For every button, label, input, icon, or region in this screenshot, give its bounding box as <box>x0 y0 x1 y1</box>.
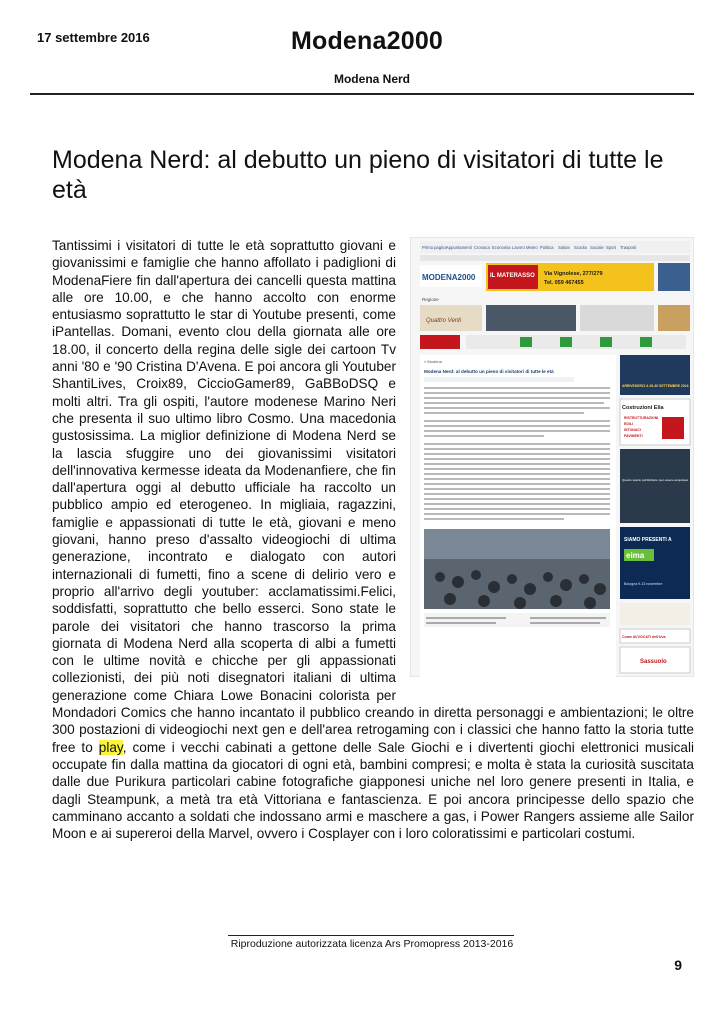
thumbnail-ad-costruzioni-line: INTONACI <box>624 428 641 432</box>
thumbnail-ad-fiera-name: eima <box>626 551 645 560</box>
thumbnail-nav-item: Sport <box>606 245 617 250</box>
thumbnail-ad-materasso: IL MATERASSO <box>490 273 535 279</box>
thumbnail-ad-fiera-place: Bologna 9-13 novembre <box>624 582 663 586</box>
thumbnail-ad-address: Via Vignolese, 277/279 <box>544 271 603 277</box>
thumbnail-ad-sassuolo: Sassuolo <box>640 659 667 665</box>
website-screenshot-image <box>410 237 694 677</box>
page-number: 9 <box>674 957 682 973</box>
thumbnail-ad-quattro-venti: Quattro Venti <box>426 318 462 324</box>
thumbnail-ad-costruzioni-line: RISTRUTTURAZIONI <box>624 416 659 420</box>
thumbnail-nav-item: Cronaca <box>474 245 490 250</box>
thumbnail-article-title: Modena Nerd: al debutto un pieno di visitatori di tutte le età <box>424 369 554 374</box>
publication-date: 17 settembre 2016 <box>37 30 150 45</box>
article-headline: Modena Nerd: al debutto un pieno di visitatori di tutte le età <box>52 146 664 204</box>
thumbnail-nav-item: Salute <box>558 245 570 250</box>
license-footer: Riproduzione autorizzata licenza Ars Promopress 2013-2016 <box>230 938 514 950</box>
publication-name: Modena2000 <box>290 27 444 55</box>
thumbnail-nav-item: Lavoro <box>512 245 525 250</box>
thumbnail-nav-item: Sociale <box>590 245 604 250</box>
thumbnail-nav-item: Prima pagina <box>422 245 447 250</box>
header-rule <box>30 93 694 95</box>
thumbnail-region-label: Regione <box>422 297 439 302</box>
thumbnail-ad-space: Questo spazio pubblicitario può essere acquistato <box>622 478 689 482</box>
thumbnail-ad-costruzioni: Costruzioni Elia <box>622 405 664 411</box>
thumbnail-breadcrumb: » Modena <box>424 359 442 364</box>
article-text-continued: , come i vecchi cabinati a gettone delle Sale Giochi e i divertenti giochi elettronici musicali occupate fin dalla mattina da giocatori di ogni età, bambini compresi; e molta è stata la curiosità suscitata dalle due Purikura particolari cabine fotografiche giapponesi uniche nel loro genere presenti in Italia, e dagli Steampunk, a metà tra età Vittoriana e fantascienza. E poi ancora principesse dello spazio che camminano accanto a soldati che indossano armi e maschere a gas, i Power Rangers assieme alle Sailor Moon e ai supereroi della Marvel, ovvero i Cosplayer con i loro coloratissimi e particolari costumi. <box>52 739 694 842</box>
highlighted-term: play <box>98 739 123 755</box>
thumbnail-ad-fiera: SIAMO PRESENTI A <box>624 537 672 543</box>
thumbnail-nav-item: Trasporti <box>620 245 637 250</box>
thumbnail-nav-item: Economia <box>492 245 511 250</box>
thumbnail-nav-item: Politica <box>540 245 554 250</box>
thumbnail-nav-item: Meteo <box>526 245 538 250</box>
thumbnail-ad-costruzioni-line: PAVIMENTI <box>624 434 643 438</box>
thumbnail-ad-avvocati: Come AVVOCATI dell'Uva <box>622 635 666 639</box>
thumbnail-ad-phone: Tel. 059 467455 <box>544 280 584 286</box>
thumbnail-nav-item: Appuntamenti <box>446 245 472 250</box>
thumbnail-site-logo: MODENA2000 <box>422 273 476 282</box>
section-name: Modena Nerd <box>333 72 410 86</box>
article-body <box>52 237 694 842</box>
article-text: Tantissimi i visitatori di tutte le età soprattutto giovani e giovanissimi e famiglie che hanno affollato i padiglioni di ModenaFiere fin dall'apertura dei cancelli questa mattina alle ore 10.00, e che hanno accolto con enorme entusiasmo soprattutto le star di Youtube presenti, come iPantellas. Domani, evento clou della giornata alle ore 18.00, il concerto della regina delle sigle dei cartoon Tv anni '80 e '90 Cristina D'Avena. E poi ancora gli Youtuber ShantiLives, Croix89, CiccioGamer89, GaBBoDSQ e molti altri. Tra gli ospiti, l'autore modenese Marino Neri che presenta il suo ultimo libro Cosmo. Una macedonia gustosissima. La miglior definizione di Modena Nerd se la lascia sfuggire uno dei giovanissimi visitatori dell'innovativa kermesse ideata da Modenanfiere, che fin dall'apertura oggi al debutto ufficiale ha raccolto un pubblico ampio ed eterogeneo. In migliaia, ragazzini, famiglie e appassionati di tutte le età, giovani e meno giovani, hanno preso d'assalto videogiochi di ultima generazione, incontrato e dialogato con autori internazionali di fumetti, fino a scene di delirio vero e proprio all'arrivo degli youtuber: acclamatissimi.Felici, soddisfatti, soprattutto che bello esserci. Sono state le parole dei visitatori che hanno trascorso la prima giornata di Modena Nerd alla scoperta di albi a fumetti con le ultime novità e chicche per gli appassionati collezionisti, dei più noti disegnatori italiani di ultima generazione come Chiara Lowe Bonacini colorista per Mondadori Comics che hanno incantato il pubblico creando in diretta personaggi e ambientazioni; le oltre 300 postazioni di videogiochi next gen e dell'area retrogaming con i classici che hanno fatto la storia tutte free to <box>52 238 694 755</box>
thumbnail-ad-costruzioni-line: EDILI <box>624 422 633 426</box>
thumbnail-nav-item: Scuola <box>574 245 587 250</box>
footer-rule <box>228 935 514 936</box>
thumbnail-ad-date-banner: ARRIVEDERCI A 26-30 SETTEMBRE 2016 <box>622 384 689 388</box>
